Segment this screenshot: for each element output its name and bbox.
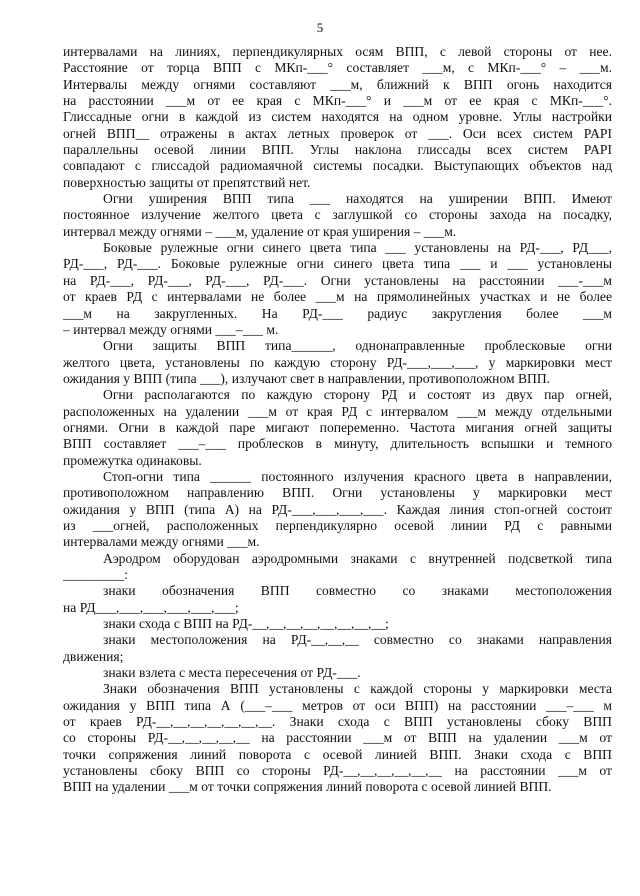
text-line: из ___огней, расположенных перпендикулярно осевой линии РД с равными xyxy=(63,517,612,533)
text-line: совпадают с глиссадой радиомаячной системы посадки. Выступающих объектов над xyxy=(63,158,612,174)
text-line: Знаки обозначения ВПП установлены с каждой стороны у маркировки места xyxy=(103,681,612,697)
text-line: РД-___, РД-___. Боковые рулежные огни синего цвета типа ___ и ___ установлены xyxy=(63,256,612,272)
text-line: ВПП на удалении ___м от точки сопряжения линий поворота с осевой линией ВПП. xyxy=(63,779,552,795)
text-line: желтого цвета, установлены по каждую сторону РД-___,___,___, у маркировки мест xyxy=(63,354,612,370)
text-line: ожидания у ВПП (типа А) на РД-___,___,___,___. Каждая линия стоп-огней состоит xyxy=(63,501,612,517)
text-line: ВПП составляет ___–___ проблесков в минуту, длительность вспышки и темного xyxy=(63,436,612,452)
text-line: – интервал между огнями ___–___ м. xyxy=(63,321,279,337)
text-line: на расстоянии ___м от ее края с МКп-___° и ___м от ее края с МКп-___°. xyxy=(63,93,612,109)
text-line: Стоп-огни типа ______ постоянного излучения красного цвета в направлении, xyxy=(103,468,612,484)
text-line: Аэродром оборудован аэродромными знаками с внутренней подсветкой типа xyxy=(103,550,612,566)
text-line: постоянное излучение желтого цвета с заглушкой со стороны захода на посадку, xyxy=(63,207,612,223)
text-line: знаки местоположения на РД-__,__,__ совместно со знаками направления xyxy=(103,632,612,648)
text-line: Огни защиты ВПП типа______, однонаправленные проблесковые огни xyxy=(103,338,612,354)
text-line: Огни уширения ВПП типа ___ находятся на уширении ВПП. Имеют xyxy=(103,191,612,207)
text-line: огнями. Огни в каждой паре мигают попеременно. Частота мигания огней защиты xyxy=(63,419,612,435)
text-line: параллельны осевой линии ВПП. Углы наклона глиссады всех систем PAPI xyxy=(63,142,612,158)
text-line: Огни располагаются по каждую сторону РД и состоят из двух пар огней, xyxy=(103,387,612,403)
text-line: движения; xyxy=(63,648,124,664)
text-line: Расстояние от торца ВПП с МКп-___° составляет ___м, с МКп-___° – ___м. xyxy=(63,60,612,76)
text-line: знаки схода с ВПП на РД-__,__,__,__,__,__,__,__; xyxy=(103,616,389,632)
text-line: знаки взлета с места пересечения от РД-___. xyxy=(103,665,361,681)
text-line: на РД-___, РД-___, РД-___, РД-___. Огни установлены на расстоянии ___-___м xyxy=(63,272,612,288)
text-line: Глиссадные огни в каждой из систем находятся на одном уровне. Углы настройки xyxy=(63,109,612,125)
text-line: знаки обозначения ВПП совместно со знаками местоположения xyxy=(103,583,612,599)
text-line: ___м на закругленных. На РД-___ радиус закругления более ___м xyxy=(63,305,612,321)
text-line: Боковые рулежные огни синего цвета типа ___ установлены на РД-___, РД___, xyxy=(103,240,612,256)
text-line: со стороны РД-__,__,__,__,__ на расстоянии ___м от ВПП на удалении ___м от xyxy=(63,730,612,746)
text-line: Интервалы между огнями составляют ___м, ближний к ВПП огонь находится xyxy=(63,76,612,92)
text-line: от краев РД с интервалами не более ___м на прямолинейных участках и не более xyxy=(63,289,612,305)
page-number: 5 xyxy=(316,20,324,35)
text-line: противоположном направлению ВПП. Огни установлены у маркировки мест xyxy=(63,485,612,501)
document-body xyxy=(63,44,612,796)
text-line: ожидания у ВПП типа А (___–___ метров от оси ВПП) на расстоянии ___–___ м xyxy=(63,697,612,713)
text-line: от краев РД-__,__,__,__,__,__,__. Знаки схода с ВПП установлены сбоку ВПП xyxy=(63,714,612,730)
text-line: расположенных на удалении ___м от края РД с интервалом ___м между отдельными xyxy=(63,403,612,419)
text-line: установлены сбоку ВПП со стороны РД-__,__,__,__,__,__ на расстоянии ___м от xyxy=(63,763,612,779)
text-line: ожидания у ВПП (типа ___), излучают свет в направлении, противоположном ВПП. xyxy=(63,370,551,386)
text-line: точки сопряжения линий поворота с осевой линией ВПП. Знаки схода с ВПП xyxy=(63,746,612,762)
text-line: огней ВПП__ отражены в актах летных проверок от ___. Оси всех систем PAPI xyxy=(63,125,612,141)
text-line: _________: xyxy=(63,567,128,582)
text-line: интервалами между огнями ___м. xyxy=(63,534,260,550)
text-line: интервалами на линиях, перпендикулярных осям ВПП, с левой стороны от нее. xyxy=(63,44,612,59)
text-line: интервал между огнями – ___м, удаление от края уширения – ___м. xyxy=(63,223,457,239)
text-line: поверхностью защиты от препятствий нет. xyxy=(63,174,311,190)
text-line: на РД___,___,___,___,___,___; xyxy=(63,599,239,615)
text-line: промежутка одинаковы. xyxy=(63,452,202,468)
